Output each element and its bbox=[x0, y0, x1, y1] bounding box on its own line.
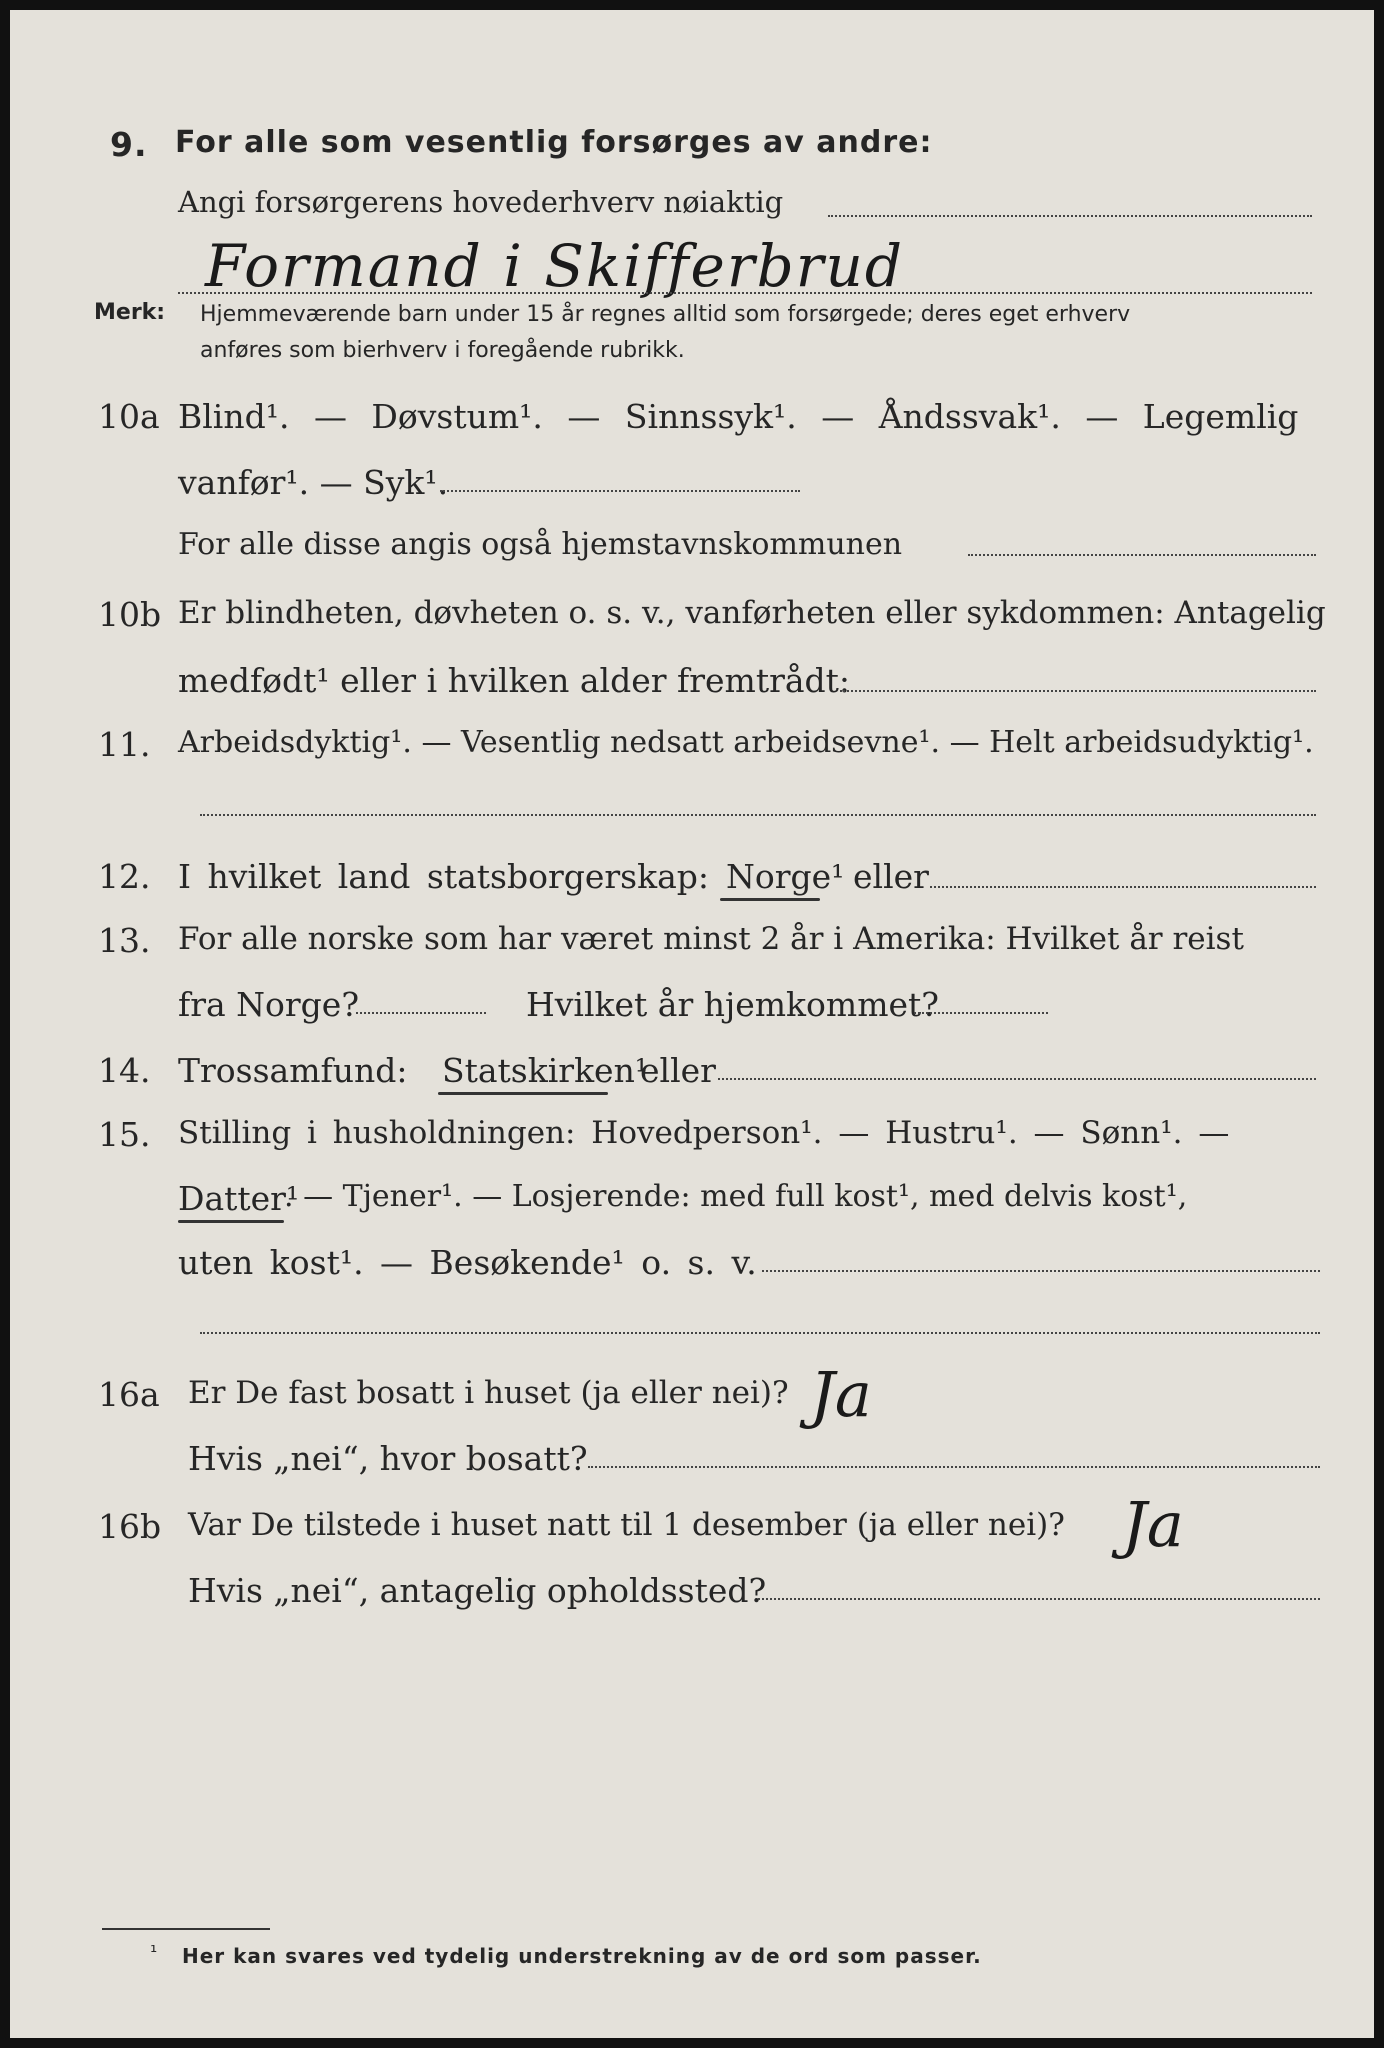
q13-number: 13. bbox=[98, 921, 151, 960]
footnote-text: Her kan svares ved tydelig understrekning av de ord som passer. bbox=[182, 1944, 982, 1968]
q12-number: 12. bbox=[98, 857, 151, 896]
q16a-line1: Er De fast bosatt i huset (ja eller nei)? bbox=[188, 1375, 789, 1411]
q16b-number: 16b bbox=[98, 1507, 162, 1546]
q15-line2rest: . — Tjener¹. — Losjerende: med full kost¹, med delvis kost¹, bbox=[284, 1179, 1188, 1214]
footnote-mark: ¹ bbox=[150, 1942, 158, 1963]
q9-answer: Formand i Skifferbrud bbox=[205, 232, 904, 300]
q9-number: 9. bbox=[110, 125, 148, 164]
q16a-line2-line bbox=[588, 1466, 1320, 1468]
q13-line2a: fra Norge? bbox=[178, 985, 360, 1024]
q10a-line2: vanfør¹. — Syk¹. bbox=[178, 463, 449, 502]
q15-line3: uten kost¹. — Besøkende¹ o. s. v. bbox=[178, 1243, 757, 1282]
q12-line bbox=[930, 886, 1316, 888]
q15-answer-line bbox=[200, 1332, 1320, 1334]
q12-norge-underline bbox=[720, 898, 820, 901]
q16a-line2: Hvis „nei“, hvor bosatt? bbox=[188, 1439, 588, 1478]
q10a-number: 10a bbox=[98, 397, 160, 436]
q14-suffix: eller bbox=[640, 1051, 716, 1090]
q15-datter-underline bbox=[178, 1220, 284, 1223]
q14-prefix: Trossamfund: bbox=[178, 1051, 408, 1090]
q9-answer-line bbox=[178, 292, 1312, 294]
q13-line2a-line bbox=[356, 1012, 486, 1014]
q15-line1: Stilling i husholdningen: Hovedperson¹. — Hustru¹. — Sønn¹. — bbox=[178, 1115, 1230, 1151]
q16a-answer: Ja bbox=[810, 1358, 872, 1431]
q12-suffix: eller bbox=[853, 857, 929, 896]
q13-line2b-line bbox=[914, 1012, 1048, 1014]
q10a-line3: For alle disse angis også hjemstavnskommunen bbox=[178, 527, 903, 562]
q14-line bbox=[718, 1078, 1316, 1080]
census-form-page bbox=[10, 10, 1374, 2038]
q9-prompt-line bbox=[828, 215, 1312, 217]
q16b-line1: Var De tilstede i huset natt til 1 desember (ja eller nei)? bbox=[188, 1507, 1065, 1543]
q13-line1: For alle norske som har været minst 2 år i Amerika: Hvilket år reist bbox=[178, 921, 1244, 957]
q11-number: 11. bbox=[98, 725, 151, 764]
merk-line2: anføres som bierhverv i foregående rubrikk. bbox=[200, 338, 685, 363]
q10a-line3-line bbox=[968, 554, 1316, 556]
q14-number: 14. bbox=[98, 1051, 151, 1090]
q10a-line2-line bbox=[440, 490, 800, 492]
q10b-number: 10b bbox=[98, 595, 162, 634]
q10b-line2-line bbox=[840, 690, 1316, 692]
merk-line1: Hjemmeværende barn under 15 år regnes alltid som forsørgede; deres eget erhverv bbox=[200, 302, 1131, 327]
q16a-number: 16a bbox=[98, 1375, 160, 1414]
q15-datter: Datter¹ bbox=[178, 1179, 300, 1218]
q10b-line1: Er blindheten, døvheten o. s. v., vanførheten eller sykdommen: Antagelig bbox=[178, 595, 1326, 631]
q11-answer-line bbox=[200, 814, 1316, 816]
q16b-line2: Hvis „nei“, antagelig opholdssted? bbox=[188, 1571, 767, 1610]
q14-statskirken: Statskirken¹ bbox=[442, 1051, 649, 1090]
q9-heading: For alle som vesentlig forsørges av andre: bbox=[175, 125, 933, 160]
q10a-line1: Blind¹. — Døvstum¹. — Sinnssyk¹. — Åndssvak¹. — Legemlig bbox=[178, 397, 1299, 436]
q13-line2b: Hvilket år hjemkommet? bbox=[526, 985, 939, 1024]
q14-statskirken-underline bbox=[438, 1092, 608, 1095]
q12-norge: Norge¹ bbox=[726, 857, 845, 896]
q15-number: 15. bbox=[98, 1115, 151, 1154]
q16b-answer: Ja bbox=[1122, 1488, 1184, 1561]
q16b-line2-line bbox=[758, 1598, 1320, 1600]
q11-line1: Arbeidsdyktig¹. — Vesentlig nedsatt arbeidsevne¹. — Helt arbeidsudyktig¹. bbox=[178, 725, 1314, 760]
footnote-rule bbox=[102, 1928, 270, 1930]
q12-prefix: I hvilket land statsborgerskap: bbox=[178, 857, 710, 896]
q9-prompt: Angi forsørgerens hovederhverv nøiaktig bbox=[178, 185, 784, 219]
q15-line3-line bbox=[762, 1270, 1320, 1272]
merk-label: Merk: bbox=[94, 300, 166, 325]
q10b-line2: medfødt¹ eller i hvilken alder fremtrådt: bbox=[178, 661, 851, 700]
